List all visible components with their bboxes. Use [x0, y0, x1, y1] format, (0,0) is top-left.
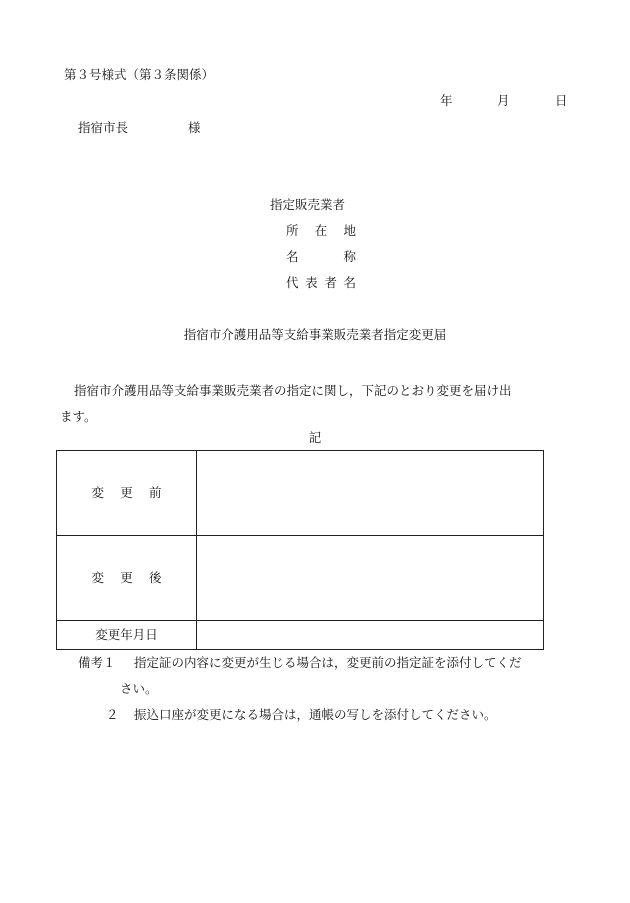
applicant-heading: 指定販売業者 — [270, 197, 346, 212]
form-number: 第３号様式（第３条関係） — [64, 67, 215, 82]
change-date-field[interactable] — [197, 621, 544, 650]
body-line-2: ます。 — [60, 409, 97, 424]
address-label-char: 所 — [286, 223, 299, 238]
addressee-name: 指宿市長 — [78, 120, 129, 135]
representative-label-char: 代 — [286, 275, 299, 290]
name-label — [286, 251, 356, 264]
addressee — [78, 120, 201, 135]
before-label-char: 更 — [120, 484, 133, 500]
document-title: 指宿市介護用品等支給事業販売業者指定変更届 — [183, 327, 447, 342]
before-label-char: 前 — [148, 484, 162, 500]
before-value-field[interactable] — [197, 451, 544, 536]
notes-heading: 備考１ — [78, 655, 116, 670]
year-label: 年 — [440, 93, 453, 108]
body-paragraph — [60, 378, 570, 430]
month-label: 月 — [497, 93, 510, 108]
address-label-char: 地 — [343, 223, 356, 238]
after-label-char: 変 — [91, 569, 105, 585]
body-line-1: 指宿市介護用品等支給事業販売業者の指定に関し，下記のとおり変更を届け出 — [74, 383, 512, 398]
note-2-text: 振込口座が変更になる場合は，通帳の写しを添付してください。 — [134, 707, 497, 722]
representative-label-char: 名 — [343, 275, 356, 290]
change-date-label: 変更年月日 — [57, 621, 197, 650]
address-label-char: 在 — [314, 223, 328, 238]
day-label: 日 — [555, 93, 568, 108]
representative-label-char: 表 — [305, 275, 318, 290]
table-row-after — [57, 536, 544, 621]
before-label — [57, 451, 197, 536]
address-label — [286, 225, 356, 238]
after-label-char: 後 — [148, 569, 162, 585]
after-label-char: 更 — [120, 569, 133, 585]
table-row-date — [57, 621, 544, 650]
note-1-line-2: さい。 — [120, 681, 158, 696]
representative-label-char: 者 — [324, 275, 337, 290]
name-label-char: 称 — [343, 249, 356, 264]
after-value-field[interactable] — [197, 536, 544, 621]
after-label — [57, 536, 197, 621]
note-2-number: ２ — [106, 707, 119, 722]
ki-heading: 記 — [308, 430, 322, 445]
addressee-suffix: 様 — [188, 120, 201, 135]
note-1-line-1: 指定証の内容に変更が生じる場合は，変更前の指定証を添付してくだ — [134, 655, 522, 670]
table-row-before — [57, 451, 544, 536]
before-label-char: 変 — [91, 484, 105, 500]
name-label-char: 名 — [286, 249, 299, 264]
changes-table — [56, 450, 544, 650]
representative-label — [286, 277, 356, 290]
